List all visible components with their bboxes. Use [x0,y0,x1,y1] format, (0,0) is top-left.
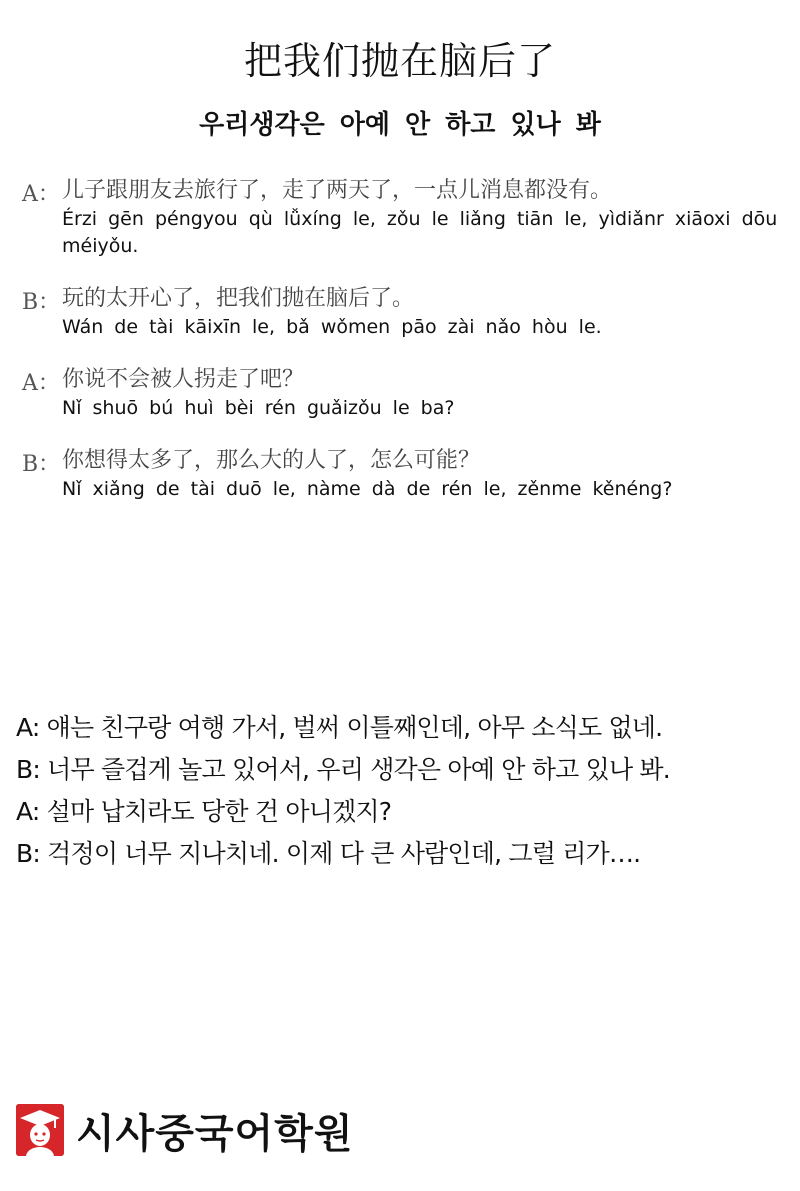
translation-line: B: 걱정이 너무 지나치네. 이제 다 큰 사람인데, 그럴 리가…. [16,839,641,868]
speaker-label: A： [22,182,60,207]
chinese-dialogue [22,176,778,527]
pinyin-text: Érzi gēn péngyou qù lǚxíng le, zǒu le liǎng tiān le, yìdiǎnr xiāoxi dōu méiyǒu. [62,208,778,257]
pinyin-text: Nǐ xiǎng de tài duō le, nàme dà de rén le, zěnme kěnéng? [62,478,673,500]
pinyin-text: Wán de tài kāixīn le, bǎ wǒmen pāo zài nǎo hòu le. [62,316,602,338]
pinyin-text: Nǐ shuō bú huì bèi rén guǎizǒu le ba? [62,397,455,419]
speaker-label: B： [22,290,61,315]
hanzi-text: 你说不会被人拐走了吧？ [62,367,305,392]
academy-logo-icon [16,1104,64,1156]
dialogue-line [22,446,778,503]
hanzi-text: 玩的太开心了，把我们抛在脑后了。 [62,286,415,311]
brand-footer [16,1100,353,1160]
korean-translation [16,714,786,882]
speaker-label: A： [22,371,60,396]
translation-line: B: 너무 즐겁게 놀고 있어서, 우리 생각은 아예 안 하고 있나 봐. [16,755,670,784]
dialogue-line [22,284,778,341]
page-subtitle: 우리생각은 아예 안 하고 있나 봐 [199,110,601,140]
hanzi-text: 你想得太多了，那么大的人了，怎么可能？ [62,448,481,473]
brand-name: 시사중국어학원 [76,1110,354,1157]
hanzi-text: 儿子跟朋友去旅行了，走了两天了，一点儿消息都没有。 [62,178,613,203]
dialogue-line [22,365,778,422]
page-title: 把我们抛在脑后了 [243,39,556,83]
dialogue-line [22,176,778,260]
speaker-label: B： [22,452,61,477]
translation-line: A: 얘는 친구랑 여행 가서, 벌써 이틀째인데, 아무 소식도 없네. [16,713,663,742]
translation-line: A: 설마 납치라도 당한 건 아니겠지? [16,797,392,826]
